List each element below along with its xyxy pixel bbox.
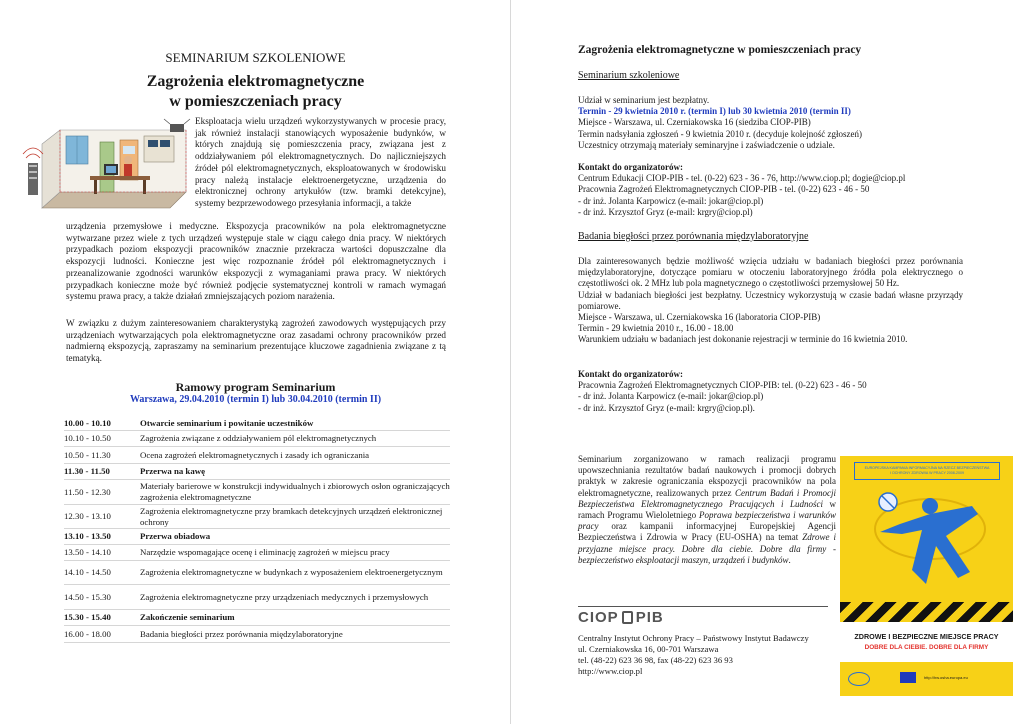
address-line: http://www.ciop.pl bbox=[578, 666, 643, 676]
ciop-pib-logo bbox=[578, 608, 698, 626]
seminar-info bbox=[578, 95, 963, 151]
seminar-location: Miejsce - Warszawa, ul. Czerniakowska 16 (siedziba CIOP-PIB) bbox=[578, 117, 811, 128]
contact-line: Pracownia Zagrożeń Elektromagnetycznych CIOP-PIB - tel. (0-22) 623 - 46 - 50 bbox=[578, 184, 870, 195]
poster-footer bbox=[840, 662, 1013, 696]
schedule-table bbox=[64, 416, 450, 643]
main-title bbox=[0, 72, 511, 112]
schedule-description: Zagrożenia związane z oddziaływaniem pól elektromagnetycznych bbox=[140, 433, 377, 443]
schedule-time: 12.30 - 13.10 bbox=[64, 511, 111, 521]
schedule-description: Zagrożenia elektromagnetyczne w budynkach z wyposażeniem elektroenergetycznym bbox=[140, 567, 443, 577]
poster-white-panel bbox=[840, 622, 1013, 662]
section-heading-proficiency: Badania biegłości przez porównania międzylaboratoryjne bbox=[578, 231, 809, 242]
schedule-row bbox=[64, 505, 450, 529]
intro-invitation: W związku z dużym zainteresowaniem charakterystyką zagrożeń zawodowych występujących przy urządzeniach wytwarzających pola elektromagnetyczne oraz zasadami ochrony pracowników przed nadmierną ekspozycją, zapraszamy na seminarium prezentujące kluczowe zagadnienia związane z tą tematyką. bbox=[66, 318, 446, 364]
poster-header bbox=[854, 462, 1000, 480]
org-program-name: Poprawa bezpieczeństwa i warunków pracy bbox=[578, 510, 836, 532]
org-text: Seminarium zorganizowano w ramach realizacji programu upowszechniania rezultatów badań naukowych i promocji dobrych praktyk w zakresie ograniczania ekspozycji pracowników na pola elektromagnetyczne, realizowanych przez bbox=[578, 454, 836, 498]
contact-block-1 bbox=[578, 162, 963, 218]
contact-block-2 bbox=[578, 369, 963, 414]
schedule-row bbox=[64, 626, 450, 643]
schedule-time: 11.50 - 12.30 bbox=[64, 486, 111, 497]
schedule-time: 13.10 - 13.50 bbox=[64, 531, 111, 541]
org-text: oraz kampanii informacyjnej Europejskiej Agencji Bezpieczeństwa i Zdrowia w Pracy (EU-OSHA) na temat bbox=[578, 521, 836, 543]
pib-logo-text: PIB bbox=[635, 608, 664, 626]
contact-line: Pracownia Zagrożeń Elektromagnetycznych CIOP-PIB: tel. (0-22) 623 - 46 - 50 bbox=[578, 380, 867, 391]
seminar-dates: Termin - 29 kwietnia 2010 r. (termin I) lub 30 kwietnia 2010 (termin II) bbox=[578, 106, 851, 117]
poster-tagline: DOBRE DLA CIEBIE. DOBRE DLA FIRMY bbox=[864, 644, 989, 651]
seminar-materials: Uczestnicy otrzymają materiały seminaryjne i zaświadczenie o udziale. bbox=[578, 139, 835, 150]
org-center-name: Centrum Badań i Promocji Bezpieczeństwa Elektromagnetycznego Pracujących i Ludności bbox=[578, 487, 836, 509]
schedule-description: Narzędzie wspomagające ocenę i eliminację zagrożeń w miejscu pracy bbox=[140, 547, 390, 557]
schedule-description: Ocena zagrożeń elektromagnetycznych i zasady ich ograniczania bbox=[140, 449, 370, 460]
seminar-label: SEMINARIUM SZKOLENIOWE bbox=[165, 50, 346, 65]
left-page bbox=[0, 0, 511, 724]
schedule-description: Przerwa na kawę bbox=[140, 466, 205, 476]
org-text: w ramach Programu Wieloletniego bbox=[578, 498, 837, 521]
schedule-row bbox=[64, 416, 450, 431]
org-text: . bbox=[788, 554, 791, 565]
seminar-free-note: Udział w seminarium jest bezpłatny. bbox=[578, 95, 710, 105]
poster-hazard-stripe-top bbox=[840, 602, 1013, 622]
schedule-time: 14.50 - 15.30 bbox=[64, 591, 111, 602]
schedule-row bbox=[64, 585, 450, 610]
schedule-row bbox=[64, 480, 450, 505]
address-line: tel. (48-22) 623 36 98, fax (48-22) 623 36 93 bbox=[578, 655, 733, 665]
proficiency-registration: Warunkiem udziału w badaniach jest dokonanie rejestracji w terminie do 16 kwietnia 2010. bbox=[578, 334, 908, 345]
poster-url: http://hw.osha.europa.eu bbox=[924, 675, 968, 680]
schedule-time: 10.00 - 10.10 bbox=[64, 417, 111, 428]
main-title-line-2: w pomieszczeniach pracy bbox=[169, 93, 342, 110]
intro-text-continued: urządzenia przemysłowe i medyczne. Ekspozycja pracowników na pola elektromagnetyczne wytwarzane przez wiele z tych urządzeń występuje stale w ciągu całego dnia pracy. W niektórych przypadkach poziom ekspozycji pracowników znacznie przekracza wartości dopuszczalne dla ekspozycji ludności. Konieczne jest więc rozpoznanie źródeł pól elektromagnetycznych i przeanalizowanie zgodności warunków ekspozycji z wymaganiami prawa pracy. W niektórych przypadkach konieczne może być również podjęcie systematycznej kontroli w ramach wymagań systemu prawa pracy, a także działań zmniejszających poziom narażenia. bbox=[66, 221, 446, 302]
right-header: Zagrożenia elektromagnetyczne w pomieszczeniach pracy bbox=[578, 44, 862, 56]
schedule-description: Przerwa obiadowa bbox=[140, 531, 211, 541]
office-illustration bbox=[20, 118, 192, 218]
seminar-deadline: Termin nadsyłania zgłoszeń - 9 kwietnia 2010 r. (decyduje kolejność zgłoszeń) bbox=[578, 128, 863, 139]
proficiency-paragraph: Dla zainteresowanych będzie możliwość wzięcia udziału w badaniach biegłości przez porównania międzylaboratoryjne, dotyczące pomiaru w otoczeniu laboratoryjnego źródła pola elektrycznego o częstotliwości ok. 2 MHz lub pola magnetycznego o częstotliwości przemysłowej 50 Hz. bbox=[578, 256, 963, 289]
schedule-time: 16.00 - 18.00 bbox=[64, 628, 111, 639]
schedule-time: 13.50 - 14.10 bbox=[64, 547, 111, 557]
schedule-row bbox=[64, 610, 450, 626]
footer-divider bbox=[578, 606, 828, 607]
poster-figure-icon bbox=[860, 484, 990, 594]
section-heading-seminar: Seminarium szkoleniowe bbox=[578, 70, 680, 81]
osha-logo-icon bbox=[848, 672, 870, 686]
main-title-line-1: Zagrożenia elektromagnetyczne bbox=[146, 73, 365, 90]
schedule-time: 15.30 - 15.40 bbox=[64, 612, 111, 622]
logo-mark-icon bbox=[622, 611, 633, 624]
contact-title: Kontakt do organizatorów: bbox=[578, 162, 683, 172]
proficiency-free-note: Udział w badaniach biegłości jest bezpłatny. Uczestnicy wykorzystują w czasie badań własne przyrządy pomiarowe. bbox=[578, 289, 963, 311]
org-campaign-name: Zdrowe i przyjazne miejsce pracy. Dobre dla ciebie. Dobre dla firmy - bezpieczeństwo eksploatacji maszyn, urządzeń i budynków bbox=[578, 532, 836, 565]
schedule-row bbox=[64, 431, 450, 447]
schedule-description: Zagrożenia elektromagnetyczne przy bramkach detekcyjnych urządzeń elektronicznej ochrony bbox=[140, 505, 443, 527]
proficiency-location: Miejsce - Warszawa, ul. Czerniakowska 16 (laboratoria CIOP-PIB) bbox=[578, 312, 821, 323]
schedule-description: Otwarcie seminarium i powitanie uczestników bbox=[140, 417, 314, 428]
proficiency-date: Termin - 29 kwietnia 2010 r., 16.00 - 18.00 bbox=[578, 323, 734, 334]
institute-address bbox=[578, 633, 840, 677]
schedule-description: Zakończenie seminarium bbox=[140, 612, 235, 622]
contact-title: Kontakt do organizatorów: bbox=[578, 369, 683, 379]
contact-line: - dr inż. Krzysztof Gryz (e-mail: krgry@ciop.pl) bbox=[578, 206, 753, 217]
right-page bbox=[512, 0, 1024, 724]
organization-note bbox=[578, 454, 836, 566]
address-line: ul. Czerniakowska 16, 00-701 Warszawa bbox=[578, 644, 719, 654]
contact-line: - dr inż. Krzysztof Gryz (e-mail: krgry@ciop.pl). bbox=[578, 402, 755, 413]
address-line: Centralny Instytut Ochrony Pracy – Państwowy Instytut Badawczy bbox=[578, 633, 809, 643]
campaign-poster bbox=[840, 456, 1013, 696]
schedule-description: Zagrożenia elektromagnetyczne przy urządzeniach medycznych i przemysłowych bbox=[140, 591, 429, 602]
schedule-time: 10.50 - 11.30 bbox=[64, 449, 111, 460]
schedule-row bbox=[64, 447, 450, 464]
schedule-row bbox=[64, 561, 450, 585]
poster-header-line-2: I OCHRONY ZDROWIA W PRACY 2008-2009 bbox=[890, 471, 964, 475]
poster-header-line-1: EUROPEJSKA KAMPANIA INFORMACYJNA NA RZECZ BEZPIECZEŃSTWA bbox=[864, 466, 990, 470]
proficiency-info bbox=[578, 256, 963, 346]
contact-line: - dr inż. Jolanta Karpowicz (e-mail: jokar@ciop.pl) bbox=[578, 391, 764, 402]
schedule-row bbox=[64, 464, 450, 480]
schedule-row bbox=[64, 529, 450, 545]
contact-line: Centrum Edukacji CIOP-PIB - tel. (0-22) 623 - 36 - 76, http://www.ciop.pl; dogie@ciop.pl bbox=[578, 173, 906, 184]
schedule-row bbox=[64, 545, 450, 561]
intro-text-wrapped: Eksploatacja wielu urządzeń wykorzystywanych w procesie pracy, jak również instalacji stanowiących wyposażenie budynków, w których znajdują się pomieszczenia pracy, związana jest z oddziaływaniem pól elektromagnetycznych. Do najliczniejszych źródeł pól elektromagnetycznych, eksploatowanych w środowisku pracy należą instalacje elektroenergetyczne, urządzenia do elektronicznej ochrony artykułów (tzw. bramki detekcyjne), systemy bezprzewodowego przesyłania informacji, a także bbox=[195, 116, 446, 208]
schedule-description: Materiały barierowe w konstrukcji indywidualnych i zbiorowych osłon ograniczających zagrożenia elektromagnetyczne bbox=[140, 481, 450, 502]
schedule-time: 10.10 - 10.50 bbox=[64, 433, 111, 443]
schedule-time: 11.30 - 11.50 bbox=[64, 466, 110, 476]
poster-main-line: ZDROWE I BEZPIECZNE MIEJSCE PRACY bbox=[854, 632, 999, 641]
ciop-logo-text: CIOP bbox=[578, 608, 619, 626]
schedule-time: 14.10 - 14.50 bbox=[64, 567, 111, 577]
contact-line: - dr inż. Jolanta Karpowicz (e-mail: jokar@ciop.pl) bbox=[578, 195, 764, 206]
program-title: Ramowy program Seminarium bbox=[175, 380, 336, 394]
schedule-description: Badania biegłości przez porównania międzylaboratoryjne bbox=[140, 628, 343, 639]
eu-flag-icon bbox=[900, 672, 916, 683]
program-dates: Warszawa, 29.04.2010 (termin I) lub 30.04.2010 (termin II) bbox=[129, 394, 382, 405]
